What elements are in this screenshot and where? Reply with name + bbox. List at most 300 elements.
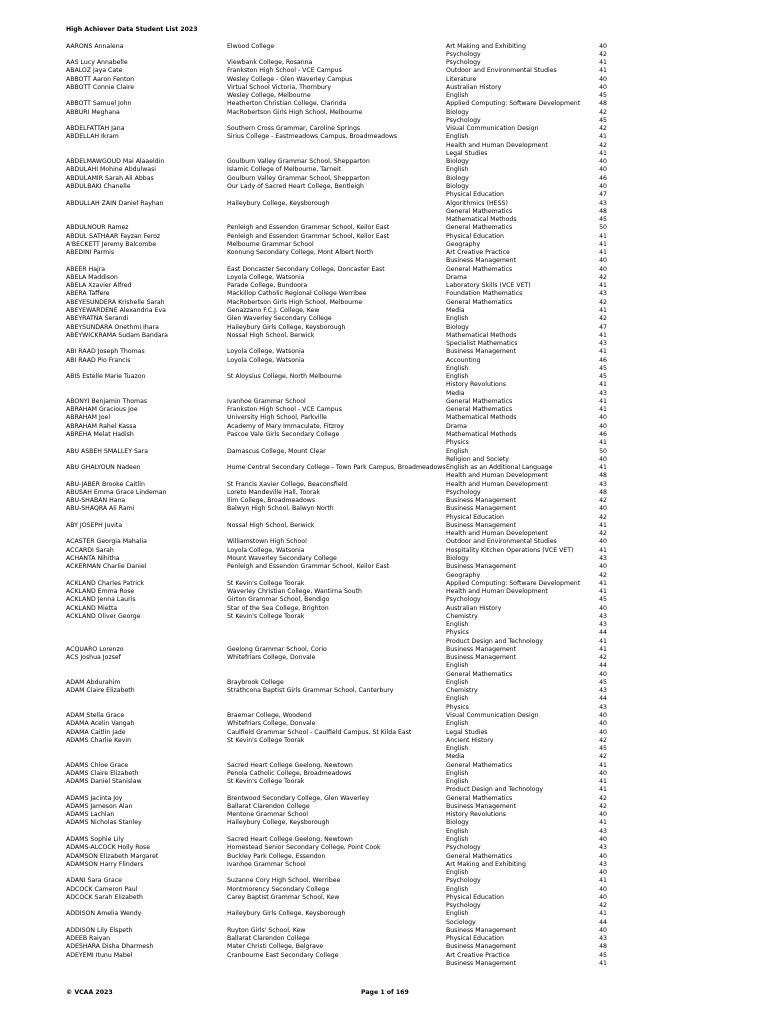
study-score: 40 xyxy=(599,885,607,893)
study-score: 40 xyxy=(599,455,607,463)
school-name: University High School, Parkville xyxy=(227,414,327,422)
student-name: ADAM Abdurahim xyxy=(66,678,121,686)
study-score: 40 xyxy=(599,836,607,843)
subject-name: Biology xyxy=(446,819,469,827)
study-score: 43 xyxy=(599,340,607,348)
subject-name: Psychology xyxy=(446,596,481,604)
school-name: Braybrook College xyxy=(227,678,284,686)
table-row xyxy=(0,431,768,439)
subject-name: Australian History xyxy=(446,83,502,91)
table-row xyxy=(0,464,768,472)
subject-name: Mathematical Methods xyxy=(446,430,517,438)
study-score: 40 xyxy=(599,183,607,191)
school-name: Damascus College, Mount Clear xyxy=(227,447,326,455)
study-score: 41 xyxy=(599,645,607,653)
table-row xyxy=(0,299,768,307)
table-row xyxy=(0,729,768,737)
subject-name: Biology xyxy=(446,158,469,166)
study-score: 48 xyxy=(599,943,607,951)
study-score: 41 xyxy=(599,579,607,587)
school-name: Suzanne Cory High School, Werribee xyxy=(227,877,341,885)
study-score: 45 xyxy=(599,596,607,604)
subject-name: English xyxy=(446,133,469,141)
school-name: Viewbank College, Rosanna xyxy=(227,59,313,67)
study-score: 44 xyxy=(599,918,607,926)
subject-name: Media xyxy=(446,753,465,761)
subject-name: Physics xyxy=(446,439,469,447)
table-row xyxy=(0,514,768,522)
school-name: Montmorency Secondary College xyxy=(227,885,330,893)
table-row xyxy=(0,621,768,629)
study-score: 40 xyxy=(599,563,607,571)
study-score: 46 xyxy=(599,356,607,364)
study-score: 42 xyxy=(599,736,607,744)
school-name: Southern Cross Grammar, Caroline Springs xyxy=(227,125,361,133)
school-name: Penleigh and Essendon Grammar School, Keilor East xyxy=(227,232,390,240)
study-score: 42 xyxy=(599,571,607,579)
student-name: ABALOZ Jaya Cate xyxy=(66,67,123,75)
page-number: Page 1 of 169 xyxy=(361,989,409,996)
study-score: 42 xyxy=(599,513,607,521)
study-score: 40 xyxy=(599,422,607,430)
school-name: Pascoe Vale Girls Secondary College xyxy=(227,430,340,438)
student-name: ABU-SHABAN Hana xyxy=(66,497,126,505)
subject-name: Geography xyxy=(446,240,481,248)
study-score: 41 xyxy=(599,406,607,414)
subject-name: English xyxy=(446,836,469,843)
table-row xyxy=(0,853,768,861)
school-name: St Kevin's College Toorak xyxy=(227,612,305,620)
student-name: ABEYESUNDERA Krishelle Sarah xyxy=(66,298,165,306)
table-row xyxy=(0,423,768,431)
school-name: Waverley Christian College, Wantirna South xyxy=(227,588,362,596)
table-row xyxy=(0,166,768,174)
table-row xyxy=(0,373,768,381)
table-row xyxy=(0,935,768,943)
school-name: Parade College, Bundoora xyxy=(227,282,308,290)
school-name: Wesley College - Glen Waverley Campus xyxy=(227,75,353,83)
subject-name: General Mathematics xyxy=(446,852,513,860)
school-name: Star of the Sea College, Brighton xyxy=(227,604,329,612)
table-row xyxy=(0,803,768,811)
student-name: ADAMS-ALCOCK Holly Rose xyxy=(66,844,151,852)
student-name: ADEEB Raiyan xyxy=(66,935,111,943)
table-row xyxy=(0,720,768,728)
student-name: ABDULAHI Mohine Abdulwasi xyxy=(66,166,157,174)
copyright-footer: © VCAA 2023 xyxy=(66,989,113,996)
study-score: 46 xyxy=(599,430,607,438)
subject-name: Health and Human Development xyxy=(446,472,548,480)
subject-name: Applied Computing: Software Development xyxy=(446,100,581,108)
study-score: 43 xyxy=(599,290,607,298)
study-score: 43 xyxy=(599,480,607,488)
table-row xyxy=(0,886,768,894)
school-name: Frankston High School - VCE Campus xyxy=(227,67,342,75)
subject-name: Outdoor and Environmental Studies xyxy=(446,538,557,546)
study-score: 43 xyxy=(599,703,607,711)
table-row xyxy=(0,348,768,356)
study-score: 46 xyxy=(599,174,607,182)
subject-name: Physics xyxy=(446,629,469,637)
study-score: 42 xyxy=(599,50,607,58)
subject-name: Biology xyxy=(446,323,469,331)
table-row xyxy=(0,662,768,670)
study-score: 43 xyxy=(599,621,607,629)
subject-name: English xyxy=(446,621,469,629)
school-name: Mentone Grammar School xyxy=(227,811,309,819)
student-name: ADAMS Charlie Kevin xyxy=(66,736,132,744)
school-name: Frankston High School - VCE Campus xyxy=(227,406,342,414)
table-row xyxy=(0,943,768,951)
table-row xyxy=(0,530,768,538)
table-row xyxy=(0,274,768,282)
table-row xyxy=(0,952,768,960)
study-score: 40 xyxy=(599,505,607,513)
school-name: Nossal High School, Berwick xyxy=(227,521,315,529)
table-row xyxy=(0,282,768,290)
school-name: Ruyton Girls' School, Kew xyxy=(227,926,306,934)
subject-name: Foundation Mathematics xyxy=(446,290,523,298)
table-row xyxy=(0,481,768,489)
table-row xyxy=(0,398,768,406)
table-row xyxy=(0,910,768,918)
table-row xyxy=(0,588,768,596)
student-name: AAS Lucy Annabelle xyxy=(66,59,128,67)
subject-name: History Revolutions xyxy=(446,811,506,819)
study-score: 44 xyxy=(599,662,607,670)
study-score: 48 xyxy=(599,488,607,496)
table-row xyxy=(0,489,768,497)
study-score: 41 xyxy=(599,637,607,645)
table-row xyxy=(0,563,768,571)
study-score: 41 xyxy=(599,307,607,314)
study-score: 40 xyxy=(599,852,607,860)
school-name: Virtual School Victoria, Thornbury xyxy=(227,83,332,91)
student-name: ABRAHAM Gracious Joe xyxy=(66,406,138,414)
student-name: ACKLAND Oliver George xyxy=(66,612,141,620)
school-name: Ballarat Clarendon College xyxy=(227,802,310,810)
subject-name: Geography xyxy=(446,571,481,579)
subject-name: Health and Human Development xyxy=(446,530,548,538)
table-row xyxy=(0,142,768,150)
subject-name: Business Management xyxy=(446,505,517,513)
table-row xyxy=(0,472,768,480)
study-score: 42 xyxy=(599,108,607,116)
subject-name: Chemistry xyxy=(446,612,478,620)
table-row xyxy=(0,249,768,257)
table-row xyxy=(0,307,768,315)
subject-name: Visual Communication Design xyxy=(446,125,539,133)
student-name: ABU-SHAQRA Ali Rami xyxy=(66,505,135,513)
subject-name: Algorithmics (HESS) xyxy=(446,199,508,207)
student-name: ADAM Claire Elizabeth xyxy=(66,687,135,695)
school-name: Academy of Mary Immaculate, Fitzroy xyxy=(227,422,344,430)
school-name: St Kevin's College Toorak xyxy=(227,736,305,744)
subject-name: Product Design and Technology xyxy=(446,637,544,645)
subject-name: Legal Studies xyxy=(446,728,488,736)
study-score: 40 xyxy=(599,811,607,819)
school-name: Cranbourne East Secondary College xyxy=(227,951,339,959)
study-score: 40 xyxy=(599,893,607,901)
study-score: 40 xyxy=(599,83,607,91)
subject-name: Physical Education xyxy=(446,232,504,240)
student-name: ADAMA Caitlin Jade xyxy=(66,728,126,736)
student-name: ADANI Sara Grace xyxy=(66,877,122,885)
table-row xyxy=(0,828,768,836)
study-score: 41 xyxy=(599,959,607,967)
table-row xyxy=(0,51,768,59)
subject-name: Hospitality Kitchen Operations (VCE VET) xyxy=(446,546,574,554)
subject-name: English xyxy=(446,678,469,686)
student-name: ABBOTT Aaron Fenton xyxy=(66,75,135,83)
student-name: ABEYSUNDARA Onethmi Ihara xyxy=(66,323,159,331)
student-name: ACHANTA Nihitha xyxy=(66,554,120,562)
subject-name: General Mathematics xyxy=(446,794,513,802)
school-name: Penleigh and Essendon Grammar School, Keilor East xyxy=(227,563,390,571)
study-score: 42 xyxy=(599,315,607,323)
school-name: MacRobertson Girls High School, Melbourne xyxy=(227,108,363,116)
study-score: 45 xyxy=(599,92,607,100)
subject-name: Mathematical Methods xyxy=(446,414,517,422)
subject-name: Visual Communication Design xyxy=(446,712,539,720)
table-row xyxy=(0,505,768,513)
subject-name: Drama xyxy=(446,273,467,281)
study-score: 41 xyxy=(599,397,607,405)
study-score: 41 xyxy=(599,464,607,472)
school-name: St Kevin's College Toorak xyxy=(227,579,305,587)
study-score: 41 xyxy=(599,910,607,918)
school-name: MacRobertson Girls High School, Melbourne xyxy=(227,298,363,306)
subject-name: Biology xyxy=(446,183,469,191)
page-title: High Achiever Data Student List 2023 xyxy=(66,26,198,33)
student-name: ABDULNOUR Ramez xyxy=(66,224,129,232)
table-row xyxy=(0,927,768,935)
student-name: ADAMA Acelin Vangah xyxy=(66,720,135,728)
subject-name: Chemistry xyxy=(446,687,478,695)
school-name: St Kevin's College Toorak xyxy=(227,778,305,786)
subject-name: English xyxy=(446,745,469,753)
student-name: ABU-JABER Brooke Caitlin xyxy=(66,480,145,488)
subject-name: Literature xyxy=(446,75,477,83)
subject-name: Mathematical Methods xyxy=(446,216,517,224)
school-name: Loyola College, Watsonia xyxy=(227,273,305,281)
study-score: 40 xyxy=(599,414,607,422)
student-name: ABDULAMIR Sarah Ali Abbas xyxy=(66,174,154,182)
study-score: 43 xyxy=(599,860,607,868)
subject-name: Applied Computing: Software Development xyxy=(446,579,581,587)
student-name: ABRAHAM Rahel Kassa xyxy=(66,422,137,430)
table-row xyxy=(0,257,768,265)
table-row xyxy=(0,266,768,274)
student-name: ABERA Taffere xyxy=(66,290,110,298)
subject-name: English xyxy=(446,827,469,835)
study-score: 40 xyxy=(599,604,607,612)
subject-name: Physical Education xyxy=(446,513,504,521)
study-score: 44 xyxy=(599,695,607,703)
table-row xyxy=(0,869,768,877)
school-name: Sirius College - Eastmeadows Campus, Broadmeadows xyxy=(227,133,398,141)
study-score: 40 xyxy=(599,926,607,934)
subject-name: Business Management xyxy=(446,257,517,265)
school-name: Glen Waverley Secondary College xyxy=(227,315,332,323)
school-name: Strathcona Baptist Girls Grammar School, Canterbury xyxy=(227,687,394,695)
subject-name: English xyxy=(446,910,469,918)
table-row xyxy=(0,84,768,92)
school-name: St Francis Xavier College, Beaconsfield xyxy=(227,480,348,488)
table-row xyxy=(0,646,768,654)
study-score: 40 xyxy=(599,869,607,877)
school-name: Girton Grammar School, Bendigo xyxy=(227,596,330,604)
subject-name: English xyxy=(446,662,469,670)
table-row xyxy=(0,580,768,588)
table-row xyxy=(0,216,768,224)
study-score: 40 xyxy=(599,720,607,728)
table-row xyxy=(0,877,768,885)
table-row xyxy=(0,357,768,365)
student-name: ADDISON Lily Elspeth xyxy=(66,926,133,934)
table-row xyxy=(0,340,768,348)
table-row xyxy=(0,125,768,133)
table-row xyxy=(0,191,768,199)
school-name: Haileybury Girls College, Keysborough xyxy=(227,910,346,918)
subject-name: Business Management xyxy=(446,959,517,967)
subject-name: Art Creative Practice xyxy=(446,249,510,257)
student-name: ADAM Stella Grace xyxy=(66,712,125,720)
study-score: 40 xyxy=(599,712,607,720)
subject-name: Health and Human Development xyxy=(446,480,548,488)
table-row xyxy=(0,811,768,819)
school-name: Loyola College, Watsonia xyxy=(227,356,305,364)
subject-name: Physics xyxy=(446,703,469,711)
student-name: ADDISON Amelia Wendy xyxy=(66,910,142,918)
subject-name: Art Making and Exhibiting xyxy=(446,860,526,868)
study-score: 41 xyxy=(599,761,607,769)
study-score: 43 xyxy=(599,612,607,620)
school-name: Haileybury College, Keysborough xyxy=(227,199,330,207)
subject-name: Outdoor and Environmental Studies xyxy=(446,67,557,75)
table-row xyxy=(0,117,768,125)
study-score: 41 xyxy=(599,348,607,356)
school-name: Haileybury Girls College, Keysborough xyxy=(227,323,346,331)
school-name: Elwood College xyxy=(227,42,275,50)
student-name: ABU ASBEH SMALLEY Sara xyxy=(66,447,149,455)
subject-name: Psychology xyxy=(446,59,481,67)
study-score: 42 xyxy=(599,530,607,538)
study-score: 45 xyxy=(599,364,607,372)
student-name: ADAMSON Harry Flinders xyxy=(66,860,144,868)
school-name: Loreto Mandeville Hall, Toorak xyxy=(227,488,320,496)
student-name: ABIS Estelle Marie Tuazon xyxy=(66,373,146,381)
study-score: 45 xyxy=(599,116,607,124)
subject-name: English xyxy=(446,447,469,455)
study-score: 45 xyxy=(599,216,607,224)
subject-name: Drama xyxy=(446,422,467,430)
subject-name: Art Creative Practice xyxy=(446,951,510,959)
subject-name: Health and Human Development xyxy=(446,141,548,149)
table-row xyxy=(0,786,768,794)
student-name: ACASTER Georgia Mahalia xyxy=(66,538,147,546)
table-row xyxy=(0,605,768,613)
table-row xyxy=(0,233,768,241)
table-row xyxy=(0,290,768,298)
student-name: ADESHARA Disha Dharmesh xyxy=(66,943,154,951)
school-name: East Doncaster Secondary College, Doncaster East xyxy=(227,265,385,273)
table-row xyxy=(0,795,768,803)
subject-name: General Mathematics xyxy=(446,224,513,232)
subject-name: Business Management xyxy=(446,654,517,662)
student-name: ABRAHAM Joel xyxy=(66,414,111,422)
table-row xyxy=(0,844,768,852)
student-name: ABI RAAD Pio Francis xyxy=(66,356,131,364)
table-row xyxy=(0,414,768,422)
student-name: ACKLAND Emma Rose xyxy=(66,588,135,596)
subject-name: English as an Additional Language xyxy=(446,464,553,472)
study-score: 43 xyxy=(599,935,607,943)
study-score: 40 xyxy=(599,158,607,166)
student-name: A'BECKETT Jeremy Balcombe xyxy=(66,240,156,248)
subject-name: English xyxy=(446,315,469,323)
table-row xyxy=(0,67,768,75)
table-row xyxy=(0,390,768,398)
table-row xyxy=(0,704,768,712)
study-score: 48 xyxy=(599,100,607,108)
subject-name: General Mathematics xyxy=(446,298,513,306)
school-name: Koonung Secondary College, Mont Albert North xyxy=(227,249,374,257)
table-row xyxy=(0,224,768,232)
student-name: ABEDINI Parmis xyxy=(66,249,115,257)
subject-name: Psychology xyxy=(446,116,481,124)
student-name: ABU GHALYOUN Nadeen xyxy=(66,464,141,472)
subject-name: Physical Education xyxy=(446,191,504,199)
table-row xyxy=(0,629,768,637)
table-row xyxy=(0,59,768,67)
table-row xyxy=(0,745,768,753)
student-list xyxy=(0,43,768,969)
school-name: Heatherton Christian College, Clarinda xyxy=(227,100,347,108)
subject-name: Psychology xyxy=(446,877,481,885)
study-score: 43 xyxy=(599,554,607,562)
student-name: ADAMS Chloe Grace xyxy=(66,761,129,769)
subject-name: Business Management xyxy=(446,926,517,934)
table-row xyxy=(0,133,768,141)
subject-name: Sociology xyxy=(446,918,476,926)
student-name: ACCARDI Sarah xyxy=(66,546,114,554)
table-row xyxy=(0,894,768,902)
study-score: 41 xyxy=(599,381,607,389)
subject-name: Ancient History xyxy=(446,736,494,744)
student-name: ABDELMAWGOUD Mai Alaaeldin xyxy=(66,158,165,166)
subject-name: Specialist Mathematics xyxy=(446,340,518,348)
study-score: 50 xyxy=(599,447,607,455)
study-score: 41 xyxy=(599,778,607,786)
subject-name: Business Management xyxy=(446,497,517,505)
table-row xyxy=(0,712,768,720)
student-name: ABDULBAKI Chanelle xyxy=(66,183,131,191)
table-row xyxy=(0,836,768,844)
subject-name: General Mathematics xyxy=(446,670,513,678)
study-score: 45 xyxy=(599,951,607,959)
table-row xyxy=(0,596,768,604)
subject-name: General Mathematics xyxy=(446,207,513,215)
subject-name: English xyxy=(446,695,469,703)
student-name: ADAMS Jacinta Joy xyxy=(66,794,123,802)
student-name: ABDELFATTAH Jana xyxy=(66,125,125,133)
study-score: 41 xyxy=(599,877,607,885)
subject-name: Media xyxy=(446,307,465,314)
school-name: Carey Baptist Grammar School, Kew xyxy=(227,893,340,901)
study-score: 41 xyxy=(599,282,607,290)
table-row xyxy=(0,381,768,389)
